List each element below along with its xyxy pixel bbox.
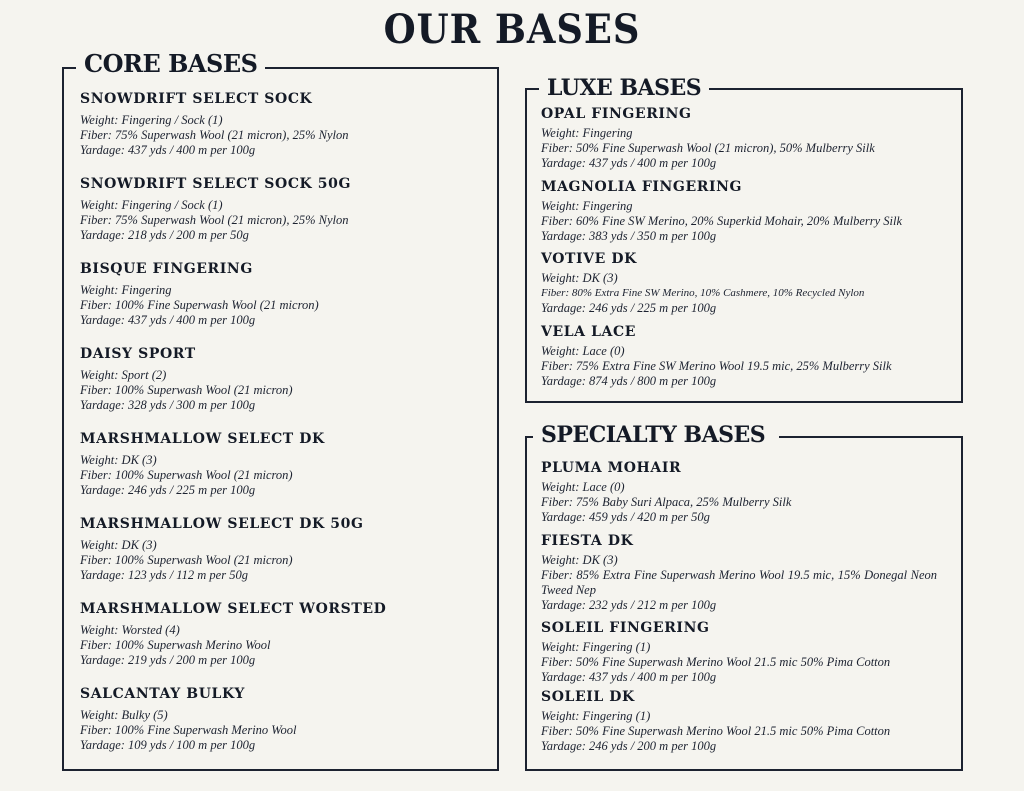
base-name: MAGNOLIA FINGERING [541,179,743,195]
base-name: SNOWDRIFT SELECT SOCK 50G [80,176,352,192]
core-base-item [80,176,497,243]
base-weight: Weight: DK (3) [541,553,618,567]
page-title: OUR BASES [383,6,641,53]
base-yardage: Yardage: 328 yds / 300 m per 100g [80,398,256,412]
specialty-bases-panel [525,422,963,771]
luxe-base-item [541,106,961,171]
base-weight: Weight: DK (3) [80,538,157,552]
base-yardage: Yardage: 109 yds / 100 m per 100g [80,738,256,752]
base-name: VELA LACE [541,324,637,340]
base-fiber: Fiber: 75% Extra Fine SW Merino Wool 19.5 mic, 25% Mulberry Silk [541,359,892,373]
luxe-bases-heading: LUXE BASES [539,75,709,101]
base-weight: Weight: Bulky (5) [80,708,168,722]
core-base-item [80,601,497,668]
base-name: PLUMA MOHAIR [541,460,682,476]
base-yardage: Yardage: 232 yds / 212 m per 100g [541,598,717,612]
base-fiber: Fiber: 100% Superwash Wool (21 micron) [80,468,293,482]
core-bases-panel [62,49,499,771]
base-yardage: Yardage: 437 yds / 400 m per 100g [541,670,717,684]
base-name: MARSHMALLOW SELECT DK 50G [80,516,364,532]
base-yardage: Yardage: 459 yds / 420 m per 50g [541,510,710,524]
specialty-bases-heading: SPECIALTY BASES [533,422,779,448]
base-fiber: Fiber: 100% Fine Superwash Merino Wool [80,723,297,737]
base-name: SALCANTAY BULKY [80,686,245,702]
base-yardage: Yardage: 219 yds / 200 m per 100g [80,653,256,667]
luxe-bases-panel [525,75,963,403]
base-yardage: Yardage: 437 yds / 400 m per 100g [80,313,256,327]
base-fiber: Fiber: 100% Superwash Merino Wool [80,638,271,652]
luxe-base-item [541,251,961,316]
base-name: FIESTA DK [541,533,634,549]
base-yardage: Yardage: 246 yds / 225 m per 100g [541,301,717,315]
base-fiber: Fiber: 50% Fine Superwash Merino Wool 21.5 mic 50% Pima Cotton [541,724,891,738]
base-fiber: Fiber: 80% Extra Fine SW Merino, 10% Cashmere, 10% Recycled Nylon [541,287,865,299]
core-base-item [80,431,497,498]
base-name: MARSHMALLOW SELECT DK [80,431,325,447]
base-weight: Weight: Lace (0) [541,344,625,358]
base-weight: Weight: Fingering / Sock (1) [80,198,223,212]
base-yardage: Yardage: 437 yds / 400 m per 100g [541,156,717,170]
base-name: OPAL FINGERING [541,106,692,122]
specialty-base-item [541,460,961,525]
base-fiber: Fiber: 75% Superwash Wool (21 micron), 25% Nylon [80,128,349,142]
base-weight: Weight: Lace (0) [541,480,625,494]
base-name: SOLEIL DK [541,689,635,705]
core-bases-heading: CORE BASES [76,49,265,78]
base-weight: Weight: Fingering [541,126,633,140]
base-fiber: Fiber: 100% Fine Superwash Wool (21 micron) [80,298,319,312]
base-weight: Weight: Fingering [80,283,172,297]
base-weight: Weight: Fingering (1) [541,640,651,654]
base-yardage: Yardage: 437 yds / 400 m per 100g [80,143,256,157]
base-fiber: Fiber: 75% Baby Suri Alpaca, 25% Mulberry Silk [541,495,792,509]
core-base-item [80,346,497,413]
base-name: SOLEIL FINGERING [541,620,710,636]
base-fiber: Fiber: 50% Fine Superwash Wool (21 micron), 50% Mulberry Silk [541,141,875,155]
base-fiber: Fiber: 100% Superwash Wool (21 micron) [80,553,293,567]
base-yardage: Yardage: 123 yds / 112 m per 50g [80,568,248,582]
base-yardage: Yardage: 246 yds / 200 m per 100g [541,739,717,753]
base-yardage: Yardage: 383 yds / 350 m per 100g [541,229,717,243]
base-yardage: Yardage: 246 yds / 225 m per 100g [80,483,256,497]
base-yardage: Yardage: 874 yds / 800 m per 100g [541,374,717,388]
base-weight: Weight: Sport (2) [80,368,167,382]
base-name: SNOWDRIFT SELECT SOCK [80,91,313,107]
base-weight: Weight: DK (3) [541,271,618,285]
luxe-base-item [541,179,961,244]
base-weight: Weight: Fingering (1) [541,709,651,723]
base-weight: Weight: Fingering [541,199,633,213]
base-name: BISQUE FINGERING [80,261,253,277]
base-fiber: Fiber: 100% Superwash Wool (21 micron) [80,383,293,397]
base-name: MARSHMALLOW SELECT WORSTED [80,601,387,617]
base-fiber: Fiber: 75% Superwash Wool (21 micron), 25% Nylon [80,213,349,227]
core-base-item [80,261,497,328]
specialty-base-item [541,689,961,754]
core-base-item [80,91,497,158]
base-weight: Weight: Fingering / Sock (1) [80,113,223,127]
base-weight: Weight: DK (3) [80,453,157,467]
core-base-item [80,516,497,583]
base-yardage: Yardage: 218 yds / 200 m per 50g [80,228,249,242]
base-name: VOTIVE DK [541,251,637,267]
core-base-item [80,686,497,753]
base-name: DAISY SPORT [80,346,196,362]
specialty-base-item [541,533,937,613]
base-fiber: Fiber: 60% Fine SW Merino, 20% Superkid Mohair, 20% Mulberry Silk [541,214,903,228]
base-weight: Weight: Worsted (4) [80,623,180,637]
base-fiber: Fiber: 50% Fine Superwash Merino Wool 21.5 mic 50% Pima Cotton [541,655,891,669]
luxe-base-item [541,324,961,389]
specialty-base-item [541,620,961,685]
base-fiber: Fiber: 85% Extra Fine Superwash Merino Wool 19.5 mic, 15% Donegal Neon Tweed Nep [541,568,937,597]
